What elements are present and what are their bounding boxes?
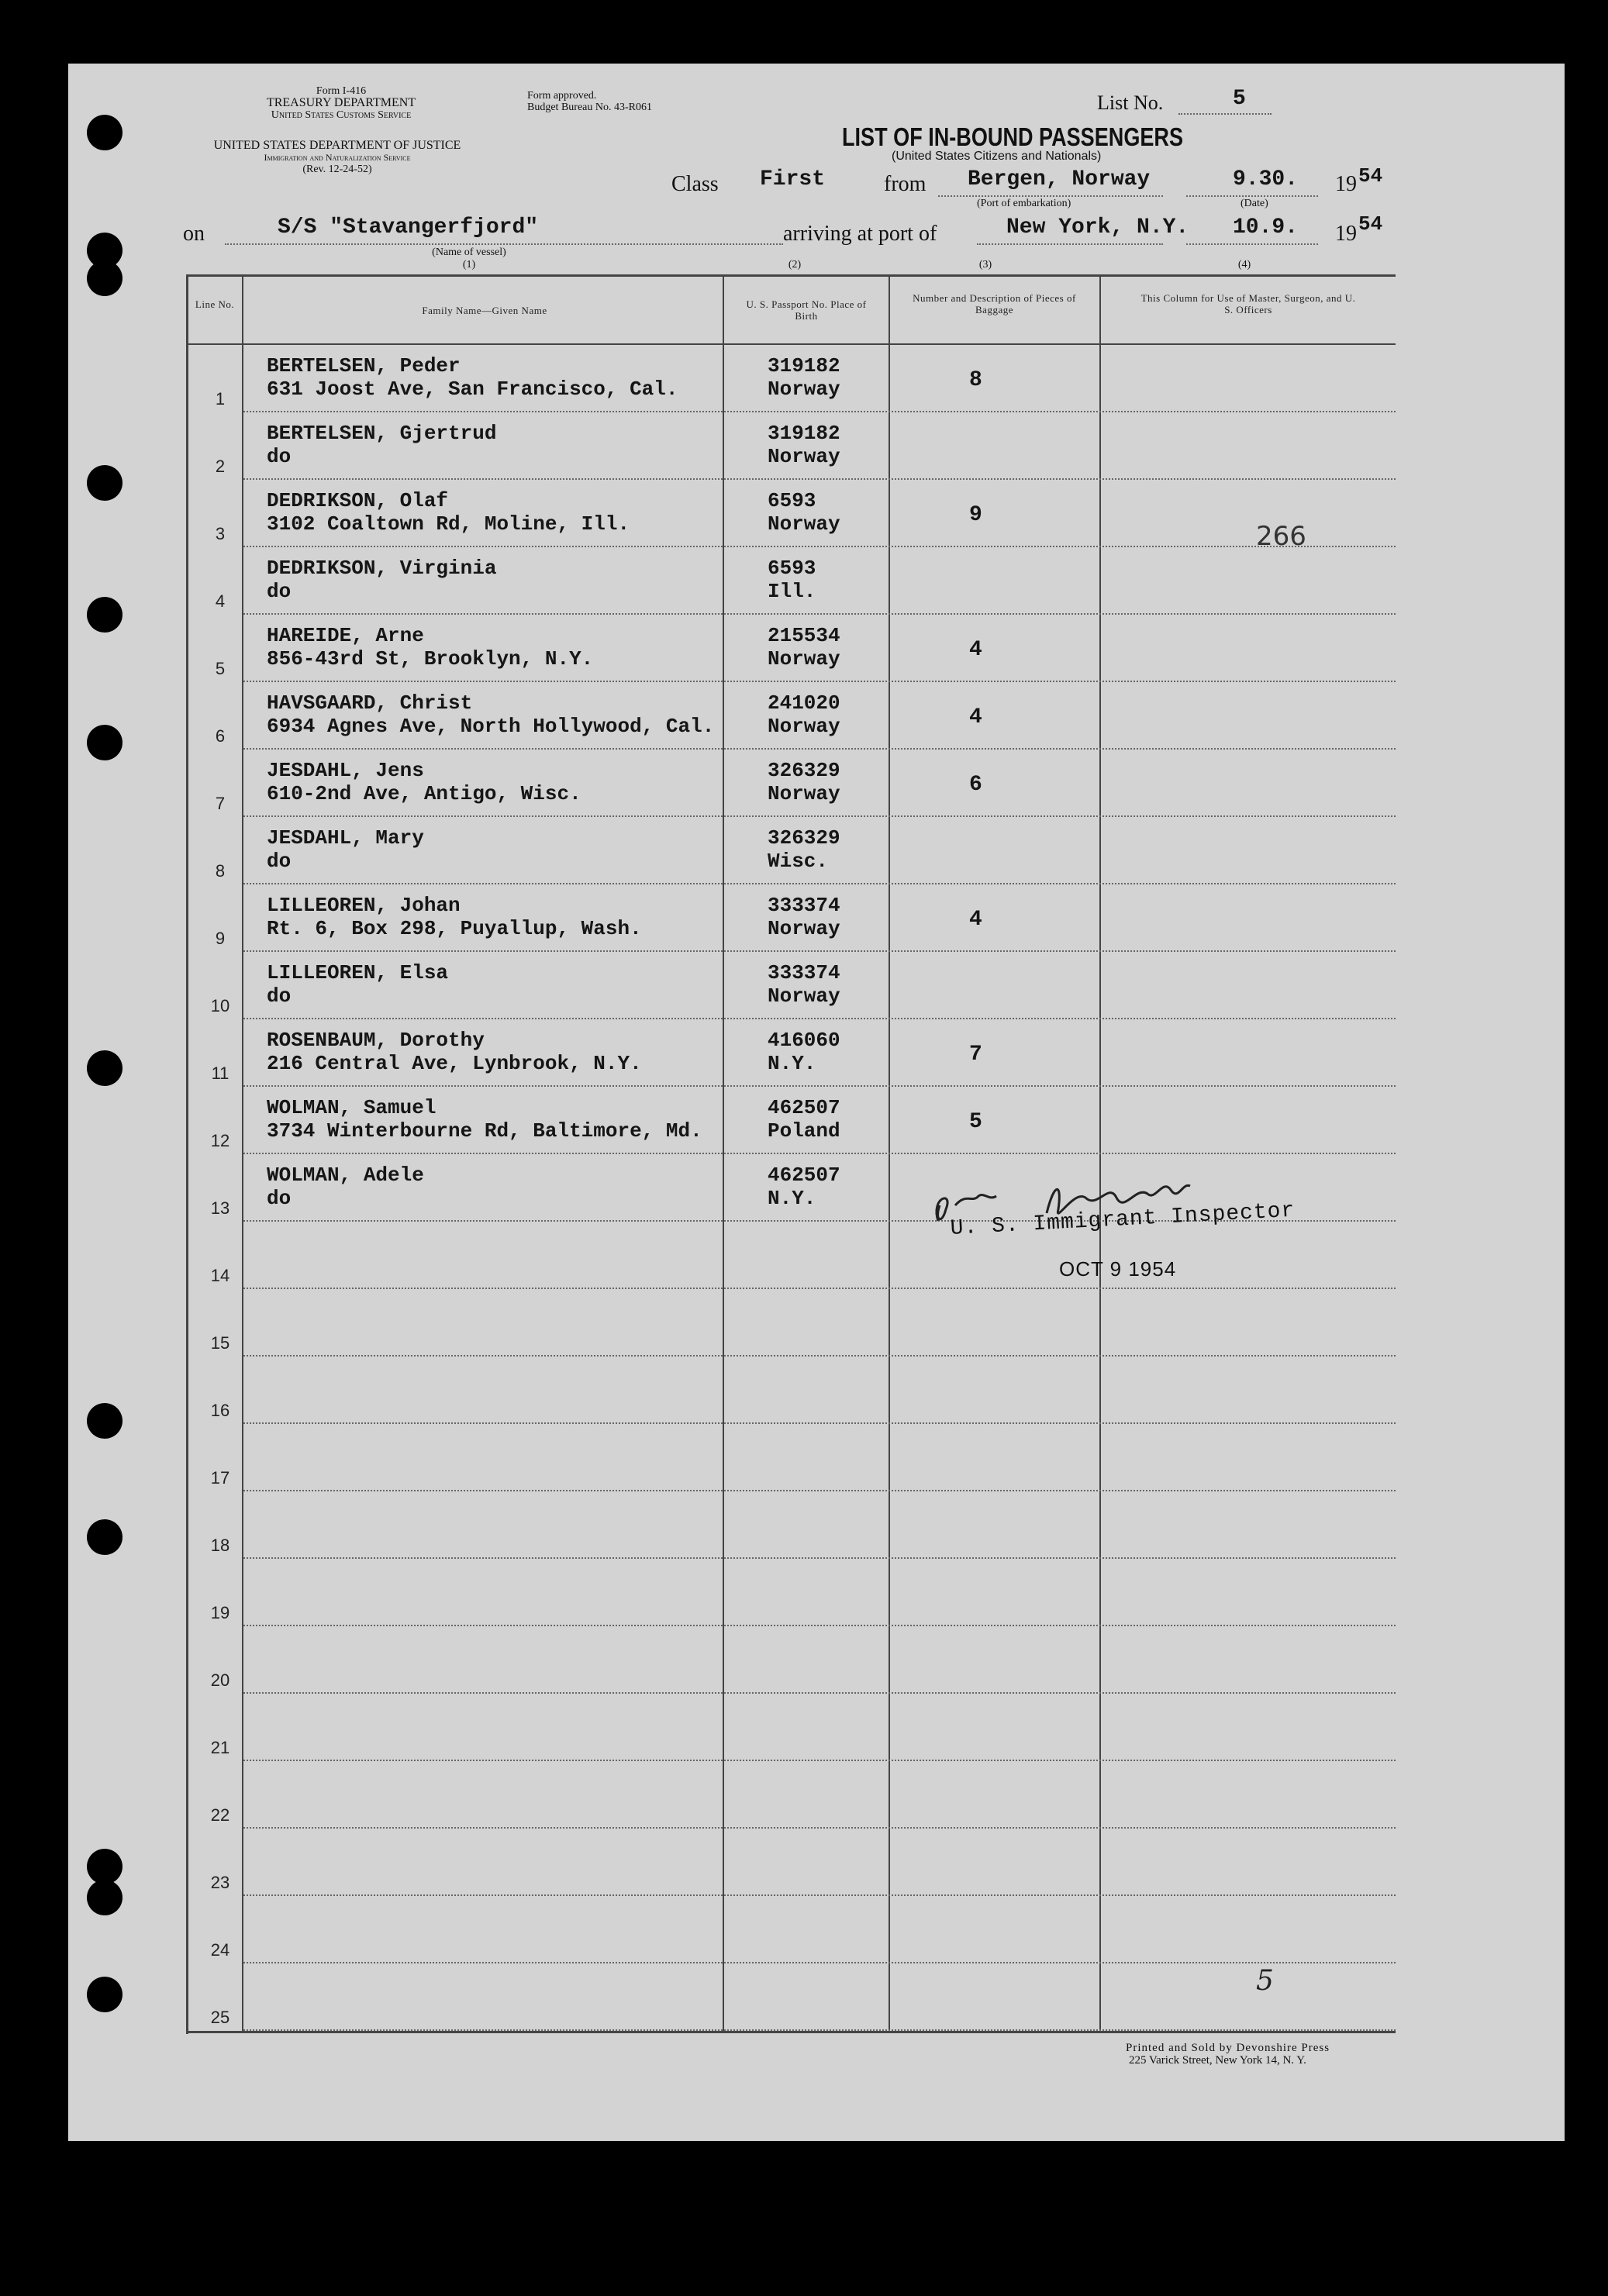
row-line-number: 15 xyxy=(210,1333,230,1353)
passenger-name: WOLMAN, Samuel xyxy=(267,1096,437,1119)
passport-number: 326329 xyxy=(768,759,840,782)
row-line-number: 7 xyxy=(215,794,226,813)
depart-year: 54 xyxy=(1358,164,1383,188)
row-line-number: 11 xyxy=(211,1064,229,1083)
place-of-birth: Poland xyxy=(768,1119,840,1143)
depart-date-line xyxy=(1186,195,1318,197)
port-arrive-line xyxy=(977,243,1163,245)
vessel-caption: (Name of vessel) xyxy=(432,246,506,258)
row-divider xyxy=(243,1288,1396,1289)
passenger-address: 6934 Agnes Ave, North Hollywood, Cal. xyxy=(267,715,715,738)
row-divider xyxy=(243,1153,1396,1154)
passenger-name: JESDAHL, Jens xyxy=(267,759,424,782)
class-label: Class xyxy=(671,172,719,196)
passenger-address: 856-43rd St, Brooklyn, N.Y. xyxy=(267,647,594,671)
place-of-birth: N.Y. xyxy=(768,1052,816,1075)
vessel-line xyxy=(225,243,783,245)
row-line-number: 18 xyxy=(210,1536,230,1555)
officer-note: 266 xyxy=(1256,521,1306,552)
place-of-birth: Ill. xyxy=(768,580,816,603)
col-header-name: Family Name—Given Name xyxy=(422,305,547,316)
row-line-number: 8 xyxy=(215,861,226,881)
passenger-address: do xyxy=(267,1187,292,1210)
binder-hole xyxy=(87,725,122,760)
passenger-name: DEDRIKSON, Virginia xyxy=(267,557,497,580)
row-line-number: 22 xyxy=(210,1805,230,1825)
passport-number: 326329 xyxy=(768,826,840,850)
baggage-count: 6 xyxy=(969,773,982,797)
baggage-count: 4 xyxy=(969,638,982,662)
binder-hole xyxy=(87,1880,122,1915)
row-divider xyxy=(243,1085,1396,1087)
passport-number: 319182 xyxy=(768,354,840,377)
vessel-colnum: (1) xyxy=(462,259,476,271)
inspector-label: U. S. Immigrant Inspector xyxy=(950,1198,1296,1241)
row-divider xyxy=(243,478,1396,480)
treasury-label: TREASURY DEPARTMENT xyxy=(266,96,416,109)
port-embark-caption: (Port of embarkation) xyxy=(977,198,1071,209)
passport-number: 462507 xyxy=(768,1164,840,1187)
row-line-number: 20 xyxy=(210,1670,230,1690)
depart-date: 9.30. xyxy=(1233,167,1299,191)
ins-label: Immigration and Naturalization Service xyxy=(264,152,411,163)
col-header-officers: This Column for Use of Master, Surgeon, and U. S. Officers xyxy=(1140,292,1356,315)
port-embark-line xyxy=(938,195,1163,197)
place-of-birth: N.Y. xyxy=(768,1187,816,1210)
baggage-count: 7 xyxy=(969,1043,982,1067)
row-line-number: 1 xyxy=(215,389,226,409)
vessel-name: S/S "Stavangerfjord" xyxy=(278,215,539,240)
row-line-number: 13 xyxy=(210,1198,230,1218)
passport-number: 333374 xyxy=(768,894,840,917)
passenger-address: 3102 Coaltown Rd, Moline, Ill. xyxy=(267,512,630,536)
row-line-number: 9 xyxy=(215,929,226,948)
baggage-count: 8 xyxy=(969,368,982,392)
row-line-number: 14 xyxy=(210,1266,230,1285)
binder-hole xyxy=(87,1403,122,1439)
table-header-divider xyxy=(186,343,1396,345)
row-divider xyxy=(243,613,1396,615)
date-caption: (Date) xyxy=(1241,198,1268,209)
inspection-stamp-date: OCT 9 1954 xyxy=(1059,1257,1177,1281)
passenger-address: 610-2nd Ave, Antigo, Wisc. xyxy=(267,782,581,805)
baggage-count: 4 xyxy=(969,908,982,932)
passenger-name: LILLEOREN, Elsa xyxy=(267,961,449,984)
binder-hole xyxy=(87,1050,122,1086)
row-line-number: 3 xyxy=(215,524,226,543)
row-divider xyxy=(243,2029,1396,2031)
baggage-count: 5 xyxy=(969,1110,982,1134)
baggage-count: 9 xyxy=(969,503,982,527)
row-divider xyxy=(243,815,1396,817)
from-label: from xyxy=(884,172,926,196)
row-divider xyxy=(243,546,1396,547)
colnum-3: (3) xyxy=(978,259,992,271)
passenger-address: do xyxy=(267,850,292,873)
rev-label: (Rev. 12-24-52) xyxy=(302,164,372,175)
passport-number: 333374 xyxy=(768,961,840,984)
row-divider xyxy=(243,1422,1396,1424)
row-divider xyxy=(243,1760,1396,1761)
col-header-baggage: Number and Description of Pieces of Baggage xyxy=(913,292,1076,315)
row-divider xyxy=(243,681,1396,682)
row-line-number: 6 xyxy=(215,726,226,746)
binder-hole xyxy=(87,115,122,150)
row-line-number: 21 xyxy=(210,1738,230,1757)
row-line-number: 19 xyxy=(210,1603,230,1622)
passenger-name: BERTELSEN, Peder xyxy=(267,354,461,377)
row-line-number: 12 xyxy=(210,1131,230,1150)
row-divider xyxy=(243,1894,1396,1896)
binder-hole xyxy=(87,260,122,296)
place-of-birth: Wisc. xyxy=(768,850,829,873)
printer-line-2: 225 Varick Street, New York 14, N. Y. xyxy=(1129,2054,1306,2067)
passport-number: 241020 xyxy=(768,691,840,715)
passenger-address: Rt. 6, Box 298, Puyallup, Wash. xyxy=(267,917,642,940)
binder-hole xyxy=(87,1977,122,2012)
arrive-date: 10.9. xyxy=(1233,215,1299,240)
row-line-number: 25 xyxy=(210,2008,230,2027)
passenger-name: ROSENBAUM, Dorothy xyxy=(267,1029,485,1052)
passenger-name: LILLEOREN, Johan xyxy=(267,894,461,917)
list-no-label: List No. xyxy=(1097,91,1164,114)
justice-label: UNITED STATES DEPARTMENT OF JUSTICE xyxy=(213,139,461,152)
passport-number: 6593 xyxy=(768,557,816,580)
passenger-address: 3734 Winterbourne Rd, Baltimore, Md. xyxy=(267,1119,702,1143)
passenger-name: JESDAHL, Mary xyxy=(267,826,424,850)
binder-hole xyxy=(87,465,122,501)
baggage-count: 4 xyxy=(969,705,982,729)
passenger-name: HAVSGAARD, Christ xyxy=(267,691,473,715)
place-of-birth: Norway xyxy=(768,445,840,468)
passport-number: 416060 xyxy=(768,1029,840,1052)
passenger-name: DEDRIKSON, Olaf xyxy=(267,489,449,512)
arriving-label: arriving at port of xyxy=(783,222,937,246)
col-header-line: Line No. xyxy=(195,298,235,310)
passenger-name: WOLMAN, Adele xyxy=(267,1164,424,1187)
place-of-birth: Norway xyxy=(768,782,840,805)
passenger-address: 216 Central Ave, Lynbrook, N.Y. xyxy=(267,1052,642,1075)
place-of-birth: Norway xyxy=(768,512,840,536)
port-arrive: New York, N.Y. xyxy=(1006,215,1189,240)
passenger-name: HAREIDE, Arne xyxy=(267,624,424,647)
row-divider xyxy=(243,748,1396,750)
row-line-number: 10 xyxy=(210,996,230,1015)
form-id: Form I-416 xyxy=(316,85,367,97)
table-top-border xyxy=(186,274,1396,277)
row-divider xyxy=(243,1827,1396,1829)
customs-label: United States Customs Service xyxy=(271,109,412,121)
row-divider xyxy=(243,1625,1396,1626)
place-of-birth: Norway xyxy=(768,917,840,940)
col-header-passport: U. S. Passport No. Place of Birth xyxy=(746,298,867,322)
binder-hole xyxy=(87,597,122,633)
row-divider xyxy=(243,1692,1396,1694)
colnum-4: (4) xyxy=(1237,259,1251,271)
row-line-number: 4 xyxy=(215,591,226,611)
passenger-name: BERTELSEN, Gjertrud xyxy=(267,422,497,445)
place-of-birth: Norway xyxy=(768,715,840,738)
arrive-date-line xyxy=(1186,243,1318,245)
passenger-address: do xyxy=(267,580,292,603)
passport-number: 462507 xyxy=(768,1096,840,1119)
arrive-year-prefix: 19 xyxy=(1335,222,1357,246)
row-line-number: 5 xyxy=(215,659,226,678)
row-divider xyxy=(243,883,1396,884)
row-line-number: 16 xyxy=(210,1401,230,1420)
class-value: First xyxy=(760,167,826,191)
passenger-address: 631 Joost Ave, San Francisco, Cal. xyxy=(267,377,678,401)
margin-mark: 5 xyxy=(1256,1965,1274,1997)
list-no-value: 5 xyxy=(1233,87,1246,111)
row-divider xyxy=(243,1355,1396,1357)
row-line-number: 24 xyxy=(210,1940,230,1960)
row-divider xyxy=(243,411,1396,412)
row-line-number: 17 xyxy=(210,1468,230,1488)
table-bottom-border xyxy=(186,2031,1396,2033)
place-of-birth: Norway xyxy=(768,647,840,671)
passenger-address: do xyxy=(267,984,292,1008)
row-line-number: 2 xyxy=(215,457,226,476)
passport-number: 215534 xyxy=(768,624,840,647)
page-subtitle: (United States Citizens and Nationals) xyxy=(892,150,1102,163)
binder-hole xyxy=(87,1519,122,1555)
row-divider xyxy=(243,1018,1396,1019)
passport-number: 6593 xyxy=(768,489,816,512)
approved-label: Form approved. xyxy=(527,90,597,102)
row-divider xyxy=(243,1557,1396,1559)
passport-number: 319182 xyxy=(768,422,840,445)
budget-label: Budget Bureau No. 43-R061 xyxy=(527,102,652,113)
row-divider xyxy=(243,1962,1396,1963)
place-of-birth: Norway xyxy=(768,984,840,1008)
row-divider xyxy=(243,950,1396,952)
list-no-line xyxy=(1178,113,1272,115)
printer-line-1: Printed and Sold by Devonshire Press xyxy=(1126,2042,1330,2054)
page-title: LIST OF IN-BOUND PASSENGERS xyxy=(842,122,1184,151)
place-of-birth: Norway xyxy=(768,377,840,401)
colnum-2: (2) xyxy=(788,259,802,271)
table-left-border xyxy=(186,274,188,2034)
on-label: on xyxy=(183,222,205,246)
row-divider xyxy=(243,1490,1396,1491)
depart-year-prefix: 19 xyxy=(1335,172,1357,196)
row-line-number: 23 xyxy=(210,1873,230,1892)
passenger-address: do xyxy=(267,445,292,468)
arrive-year: 54 xyxy=(1358,212,1383,236)
port-embark: Bergen, Norway xyxy=(968,167,1151,191)
